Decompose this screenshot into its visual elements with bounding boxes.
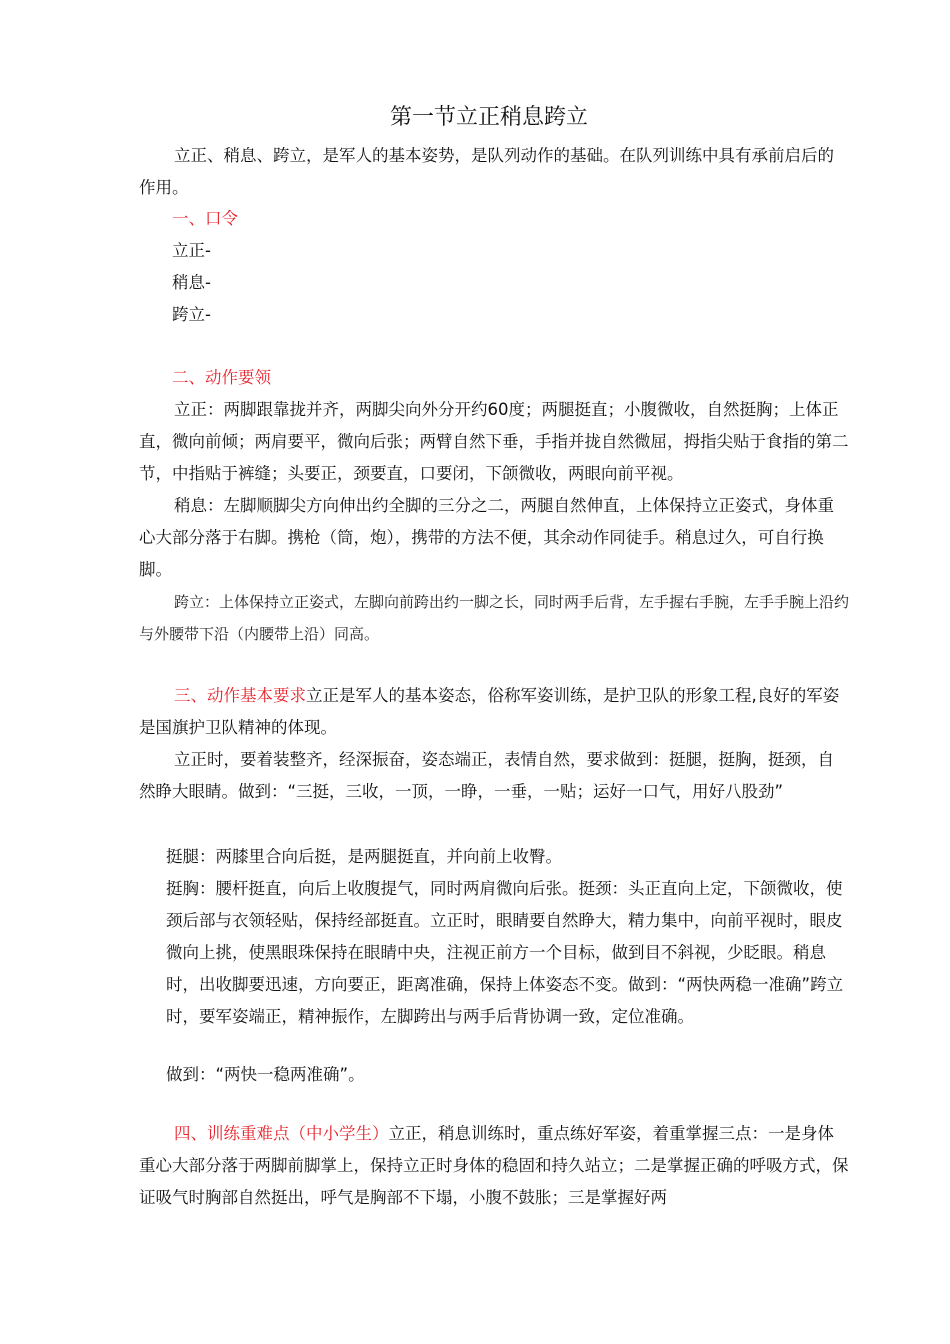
section2-heading: 二、动作要领	[172, 368, 271, 387]
command-kuali: 跨立-	[172, 305, 211, 324]
section3-heading: 三、动作基本要求	[174, 686, 306, 705]
intro-paragraph	[139, 140, 849, 204]
section3-lead: 立正是军人的基本姿态，俗称军姿训练，是护卫队的形象工程,良好的军姿是国旗护卫队精神的体现。	[139, 686, 840, 737]
tingtui-paragraph: 挺腿：两膝里合向后挺，是两腿挺直，并向前上收臀。	[166, 847, 562, 866]
requirements-text: 立正时，要着装整齐，经深振奋，姿态端正，表情自然，要求做到：挺腿，挺胸，挺颈，自然睁大眼睛。做到：“三挺，三收，一顶，一睁，一垂，一贴；运好一口气，用好八股劲”	[139, 750, 834, 801]
section3-paragraph	[139, 680, 849, 744]
kuali-text: 跨立：上体保持立正姿式，左脚向前跨出约一脚之长，同时两手后背，左手握右手腕，左手手腕上沿约与外腰带下沿（内腰带上沿）同高。	[139, 593, 850, 643]
lizheng-text: 立正：两脚跟靠拢并齐，两脚尖向外分开约60度；两腿挺直；小腹微收，自然挺胸；上体正直，微向前倾；两肩要平，微向后张；两臂自然下垂，手指并拢自然微屈，拇指尖贴于食指的第二节，中指贴于裤缝；头要正，颈要直，口要闭，下颌微收，两眼向前平视。	[139, 400, 849, 483]
requirements-paragraph	[139, 744, 849, 808]
lizheng-paragraph	[139, 394, 849, 490]
section1-heading: 一、口令	[172, 209, 238, 228]
page-title: 第一节立正稍息跨立	[389, 105, 588, 130]
shaoxi-paragraph	[139, 490, 849, 586]
tingxiong-paragraph: 挺胸：腰杆挺直，向后上收腹提气，同时两肩微向后张。挺颈：头正直向上定，下颌微收，使颈后部与衣领轻贴，保持经部挺直。立正时，眼睛要自然睁大，精力集中，向前平视时，眼皮微向上挑，使黑眼珠保持在眼睛中央，注视正前方一个目标，做到目不斜视，少眨眼。稍息时，出收脚要迅速，方向要正，距离准确，保持上体姿态不变。做到：“两快两稳一准确”跨立时，要军姿端正，精神振作，左脚跨出与两手后背协调一致，定位准确。	[166, 879, 844, 1026]
shaoxi-text: 稍息：左脚顺脚尖方向伸出约全脚的三分之二，两腿自然伸直，上体保持立正姿式，身体重心大部分落于右脚。携枪（筒，炮），携带的方法不便，其余动作同徒手。稍息过久，可自行换脚。	[139, 496, 834, 579]
zuodao-paragraph: 做到：“两快一稳两准确”。	[166, 1065, 365, 1084]
command-shaoxi: 稍息-	[172, 273, 211, 292]
section4-text: 立正，稍息训练时，重点练好军姿，着重掌握三点：一是身体重心大部分落于两脚前脚掌上，保持立正时身体的稳固和持久站立；二是掌握正确的呼吸方式，保证吸气时胸部自然挺出，呼气是胸部不下塌，小腹不鼓胀；三是掌握好两	[139, 1124, 849, 1207]
kuali-paragraph	[139, 586, 849, 650]
command-lizheng: 立正-	[172, 241, 211, 260]
section4-paragraph	[139, 1118, 849, 1214]
intro-text: 立正、稍息、跨立，是军人的基本姿势，是队列动作的基础。在队列训练中具有承前启后的作用。	[139, 146, 834, 197]
section4-heading: 四、训练重难点（中小学生）	[174, 1124, 389, 1143]
